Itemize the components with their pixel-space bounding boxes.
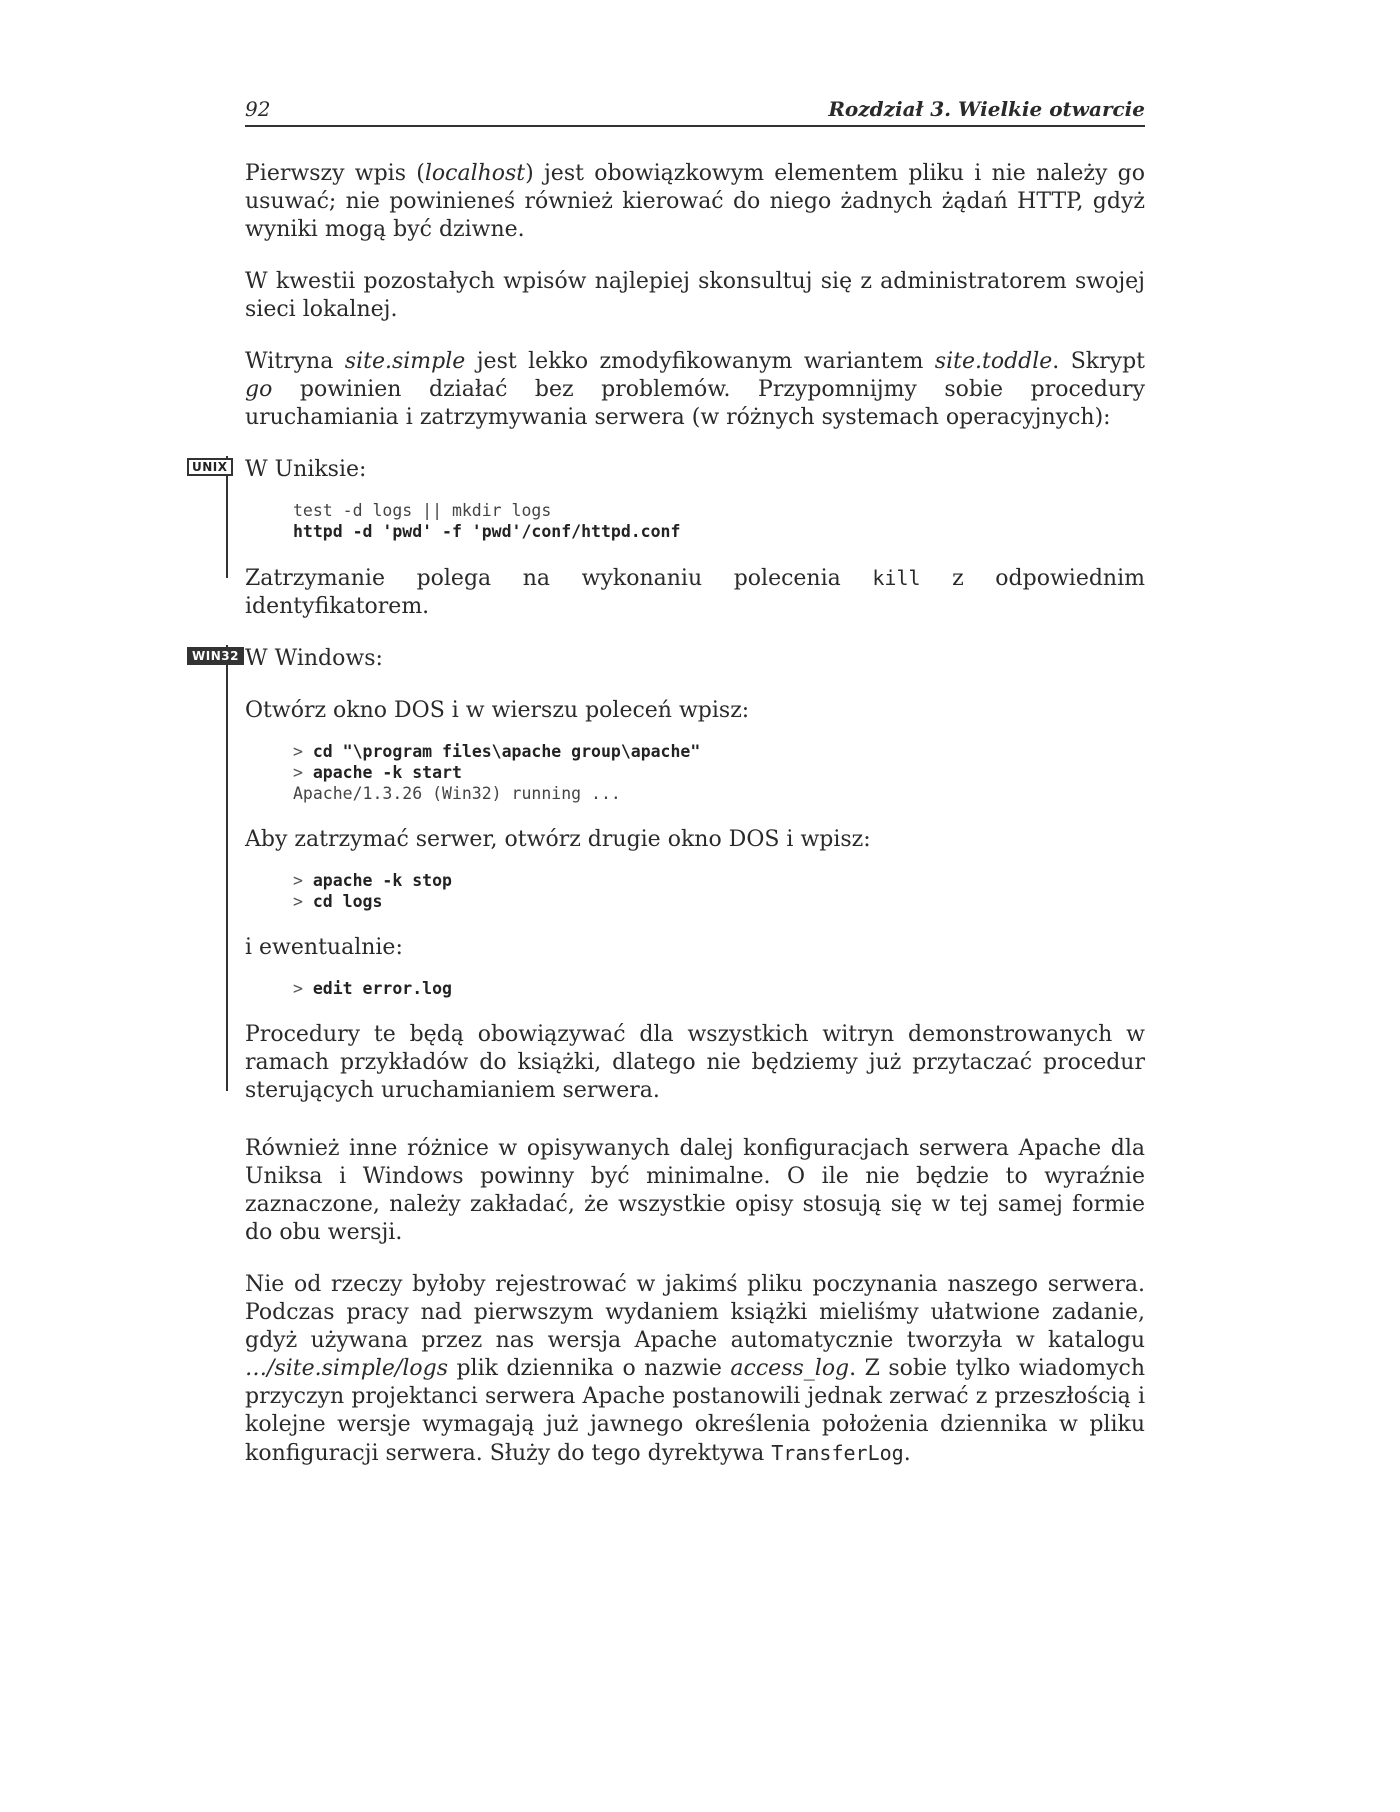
italic-term: site.toddle bbox=[934, 349, 1053, 374]
win32-code-block-stop bbox=[293, 870, 1145, 912]
text-run: Nie od rzeczy byłoby rejestrować w jakimś pliku poczynania naszego serwera. Podczas pracy nad pierwszym wydaniem książki mieliśmy ułatwione zadanie, gdyż używana przez nas wersja Apache automatycznie tworzyła w katalogu bbox=[245, 1272, 1145, 1353]
code-line bbox=[293, 762, 1145, 783]
code-line: Apache/1.3.26 (Win32) running ... bbox=[293, 784, 621, 803]
code-command: edit error.log bbox=[312, 979, 452, 998]
win32-code-block-edit bbox=[293, 978, 1145, 999]
prompt-symbol: > bbox=[293, 871, 303, 890]
win32-intro: W Windows: bbox=[245, 646, 383, 671]
win32-optional: i ewentualnie: bbox=[245, 935, 403, 960]
italic-term: site.simple bbox=[344, 349, 466, 374]
unix-badge: UNIX bbox=[187, 458, 233, 476]
text-run: . Skrypt bbox=[1052, 349, 1145, 374]
win32-procedures: Procedury te będą obowiązywać dla wszystkich witryn demonstrowanych w ramach przykładów do książki, dlatego nie będziemy już przytaczać procedur sterujących uruchamianiem serwera. bbox=[245, 1022, 1145, 1103]
unix-code-block bbox=[293, 500, 1145, 542]
code-line bbox=[293, 978, 1145, 999]
unix-intro: W Uniksie: bbox=[245, 457, 367, 482]
text-run: Zatrzymanie polega na wykonaniu polecenia bbox=[245, 566, 873, 591]
paragraph-other-entries: W kwestii pozostałych wpisów najlepiej skonsultuj się z administratorem swojej sieci lokalnej. bbox=[245, 269, 1145, 322]
text-run: . bbox=[903, 1441, 911, 1466]
prompt-symbol: > bbox=[293, 979, 303, 998]
prompt-symbol: > bbox=[293, 742, 303, 761]
win32-badge: WIN32 bbox=[187, 647, 244, 665]
code-command: cd "\program files\apache group\apache" bbox=[312, 742, 701, 761]
code-line: test -d logs || mkdir logs bbox=[293, 501, 552, 520]
paragraph-logging bbox=[245, 1271, 1145, 1468]
win32-open-dos: Otwórz okno DOS i w wierszu poleceń wpisz: bbox=[245, 698, 750, 723]
paragraph-site-simple bbox=[245, 348, 1145, 432]
italic-term: go bbox=[245, 377, 273, 402]
win32-section bbox=[192, 645, 1145, 1105]
italic-term: access_log bbox=[730, 1356, 850, 1381]
page-body bbox=[192, 160, 1146, 1492]
text-run: ) jest obowiązkowym elementem pliku i nie należy go usuwać; nie powinieneś również kierować do niego żadnych żądań HTTP, gdyż wyniki mogą być dziwne. bbox=[245, 161, 1146, 242]
text-run: jest lekko zmodyfikowanym wariantem bbox=[465, 349, 935, 374]
text-run: Witryna bbox=[245, 349, 345, 374]
prompt-symbol: > bbox=[293, 892, 303, 911]
code-command: cd logs bbox=[312, 892, 383, 911]
code-line bbox=[293, 870, 1145, 891]
text-run: z odpowiednim identyfikatorem. bbox=[245, 566, 1145, 619]
inline-code: TransferLog bbox=[771, 1441, 904, 1465]
italic-term: …/site.simple/logs bbox=[245, 1356, 448, 1381]
win32-code-block-start bbox=[293, 741, 1145, 804]
text-run: plik dziennika o nazwie bbox=[447, 1356, 731, 1381]
prompt-symbol: > bbox=[293, 763, 303, 782]
win32-stop-intro: Aby zatrzymać serwer, otwórz drugie okno DOS i wpisz: bbox=[245, 827, 871, 852]
paragraph-localhost bbox=[245, 160, 1145, 244]
code-line bbox=[293, 891, 1145, 912]
unix-section bbox=[192, 456, 1145, 621]
paragraph-differences: Również inne różnice w opisywanych dalej konfiguracjach serwera Apache dla Uniksa i Windows powinny być minimalne. O ile nie będzie to wyraźnie zaznaczone, należy zakładać, że wszystkie opisy stosują się w tej samej formie do obu wersji. bbox=[245, 1136, 1145, 1245]
text-run: Pierwszy wpis ( bbox=[245, 161, 425, 186]
code-line: httpd -d 'pwd' -f 'pwd'/conf/httpd.conf bbox=[293, 522, 681, 541]
win32-margin-rule bbox=[226, 645, 228, 1091]
page-number: 92 bbox=[245, 97, 271, 121]
chapter-title: Rozdział 3. Wielkie otwarcie bbox=[828, 97, 1145, 121]
running-head bbox=[245, 97, 1145, 127]
inline-code: kill bbox=[872, 566, 921, 590]
code-command: apache -k stop bbox=[312, 871, 452, 890]
code-command: apache -k start bbox=[312, 763, 462, 782]
text-run: powinien działać bez problemów. Przypomnijmy sobie procedury uruchamiania i zatrzymywania serwera (w różnych systemach operacyjnych): bbox=[245, 377, 1145, 430]
code-line bbox=[293, 741, 1145, 762]
unix-stop-paragraph bbox=[245, 564, 1145, 621]
text-run: . Z sobie tylko wiadomych przyczyn projektanci serwera Apache postanowili jednak zerwać z przeszłością i kolejne wersje wymagają już jawnego określenia położenia dziennika w pliku konfiguracji serwera. Służy do tego dyrektywa bbox=[245, 1356, 1145, 1466]
italic-term: localhost bbox=[424, 161, 526, 186]
